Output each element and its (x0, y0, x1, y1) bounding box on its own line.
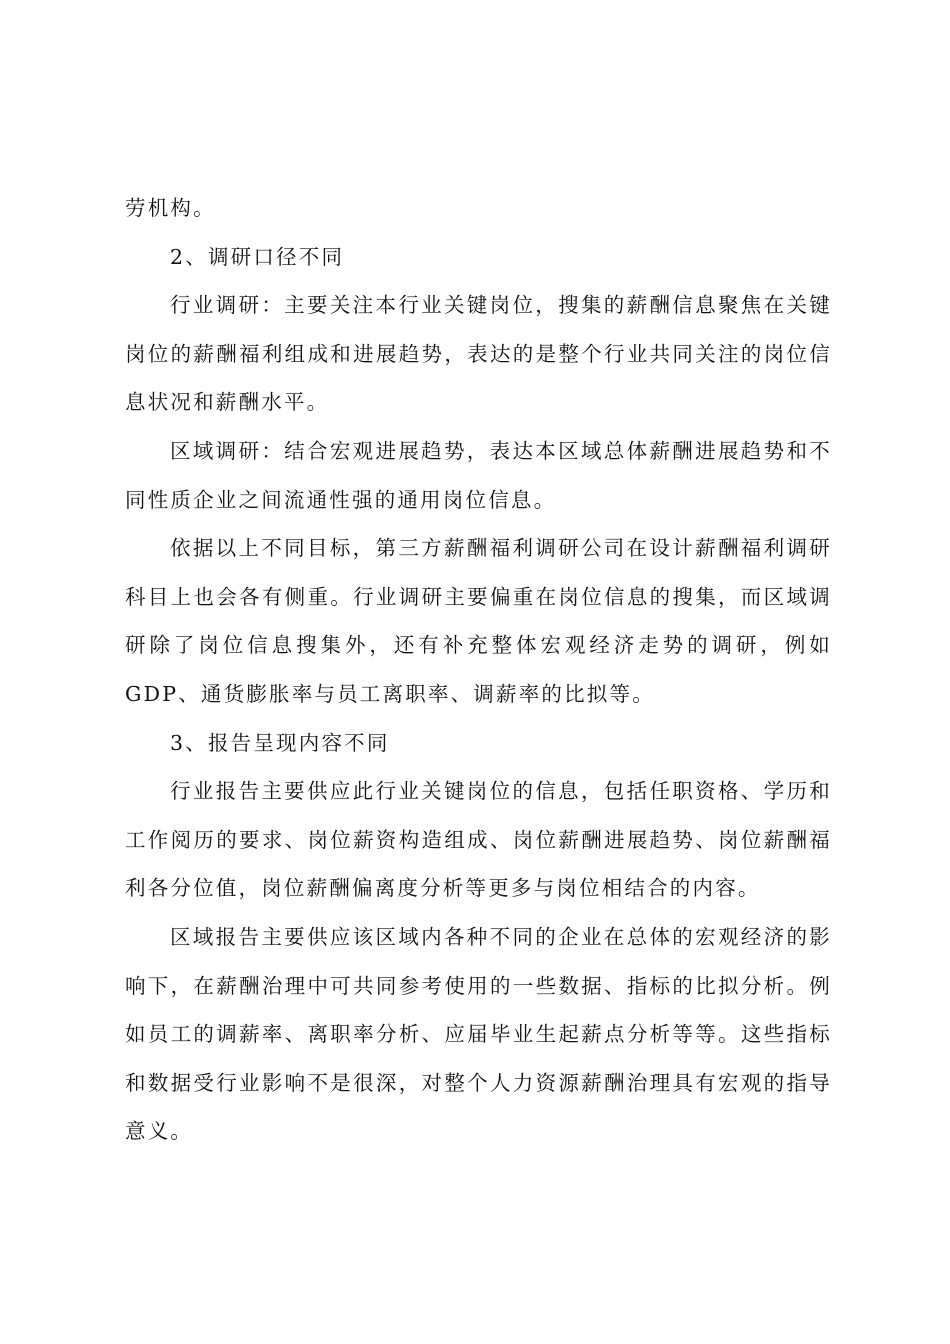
section-heading-3: 3、报告呈现内容不同 (170, 730, 390, 755)
document-body (125, 184, 832, 1156)
paragraph-regional-report: 区域报告主要供应该区域内各种不同的企业在总体的宏观经济的影响下，在薪酬治理中可共同参考使用的一些数据、指标的比拟分析。例如员工的调薪率、离职率分析、应届毕业生起薪点分析等等。这些指标和数据受行业影响不是很深，对整个人力资源薪酬治理具有宏观的指导意义。 (125, 924, 832, 1144)
paragraph-industry-survey: 行业调研：主要关注本行业关键岗位，搜集的薪酬信息聚焦在关键岗位的薪酬福利组成和进展趋势，表达的是整个行业共同关注的岗位信息状况和薪酬水平。 (125, 293, 832, 415)
paragraph-continuation: 劳机构。 (125, 196, 216, 220)
paragraph-regional-survey: 区域调研：结合宏观进展趋势，表达本区域总体薪酬进展趋势和不同性质企业之间流通性强的通用岗位信息。 (125, 438, 832, 512)
paragraph-industry-report: 行业报告主要供应此行业关键岗位的信息，包括任职资格、学历和工作阅历的要求、岗位薪资构造组成、岗位薪酬进展趋势、岗位薪酬福利各分位值，岗位薪酬偏离度分析等更多与岗位相结合的内容。 (125, 779, 832, 901)
section-heading-2: 2、调研口径不同 (170, 244, 345, 269)
paragraph-survey-focus: 依据以上不同目标，第三方薪酬福利调研公司在设计薪酬福利调研科目上也会各有侧重。行业调研主要偏重在岗位信息的搜集，而区域调研除了岗位信息搜集外，还有补充整体宏观经济走势的调研，例如GDP、通货膨胀率与员工离职率、调薪率的比拟等。 (125, 536, 832, 706)
